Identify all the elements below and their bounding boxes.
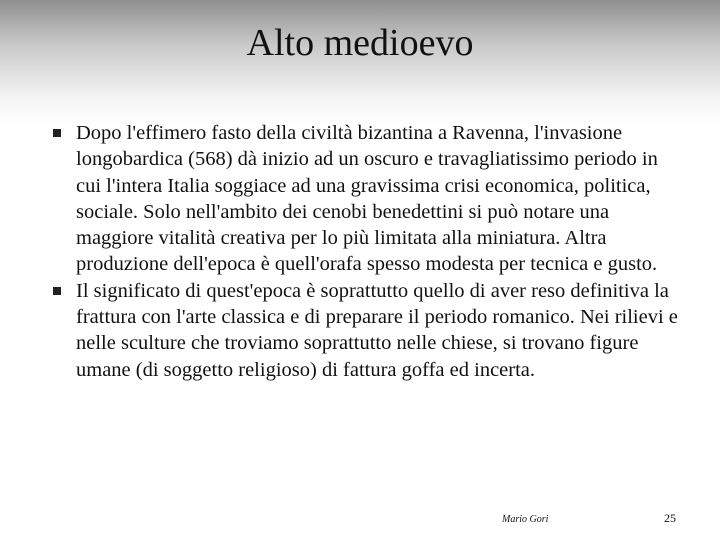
footer-author: Mario Gori xyxy=(502,514,549,525)
bullet-item xyxy=(50,278,680,383)
bullet-item xyxy=(50,120,680,278)
bullet-list xyxy=(50,120,680,383)
page-number: 25 xyxy=(664,511,676,525)
square-bullet-icon xyxy=(53,129,61,137)
bullet-text: Dopo l'effimero fasto della civiltà bizantina a Ravenna, l'invasione longobardica (568) dà inizio ad un oscuro e travagliatissimo periodo in cui l'intera Italia soggiace ad una gravissima crisi economica, politica, sociale. Solo nell'ambito dei cenobi benedettini si può notare una maggiore vitalità creativa per lo più limitata alla miniatura. Altra produzione dell'epoca è quell'orafa spesso modesta per tecnica e gusto. xyxy=(76,122,658,276)
square-bullet-icon xyxy=(53,287,61,295)
slide-title: Alto medioevo xyxy=(246,22,474,64)
bullet-text: Il significato di quest'epoca è soprattutto quello di aver reso definitiva la frattura con l'arte classica e di preparare il periodo romanico. Nei rilievi e nelle sculture che troviamo soprattutto nelle chiese, si trovano figure umane (di soggetto religioso) di fattura goffa ed incerta. xyxy=(76,279,678,381)
